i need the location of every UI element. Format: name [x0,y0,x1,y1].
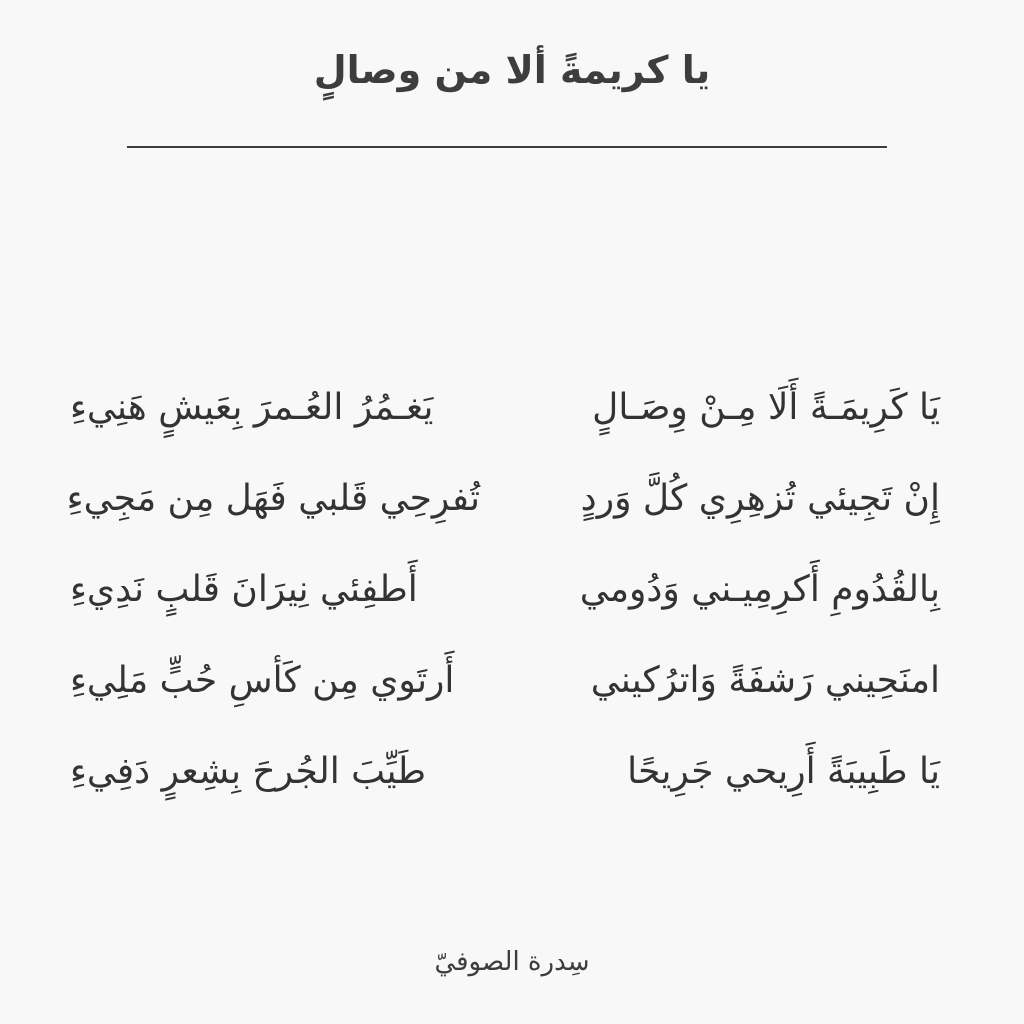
verse-5 [70,726,940,817]
verse-3-first-hemistich: بِالقُدُومِ أَكرِمِيـني وَدُومي [579,568,940,610]
verse-2-first-hemistich: إِنْ تَجِيئي تُزهِرِي كُلَّ وَردٍ [580,477,940,519]
verse-3-second-hemistich: أَطفِئي نِيرَانَ قَلبٍ نَدِيءِ [70,568,418,610]
verse-4 [70,635,940,726]
verse-2-second-hemistich: تُفرِحِي قَلبي فَهَل مِن مَجِيءِ [66,477,480,519]
verse-5-first-hemistich: يَا طَبِيبَةً أَرِيحي جَرِيحًا [627,750,940,792]
title-divider [127,146,887,148]
verse-4-first-hemistich: امنَحِيني رَشفَةً وَاترُكيني [590,659,940,701]
verse-4-second-hemistich: أَرتَوي مِن كَأسِ حُبٍّ مَلِيءِ [70,659,455,701]
verse-2 [66,453,940,544]
verse-1-first-hemistich: يَا كَرِيمَـةً أَلَا مِـنْ وِصَـالٍ [592,386,940,428]
verse-1-second-hemistich: يَغـمُرُ العُـمرَ بِعَيشٍ هَنِيءِ [70,386,434,428]
poet-name: سِدرة الصوفيّ [434,947,590,977]
poem-body [66,362,940,817]
verse-3 [70,544,940,635]
poem-title: يا كريمةً ألا من وصالٍ [313,48,711,92]
verse-5-second-hemistich: طَيِّبَ الجُرحَ بِشِعرٍ دَفِيءِ [70,750,427,792]
verse-1 [70,362,940,453]
